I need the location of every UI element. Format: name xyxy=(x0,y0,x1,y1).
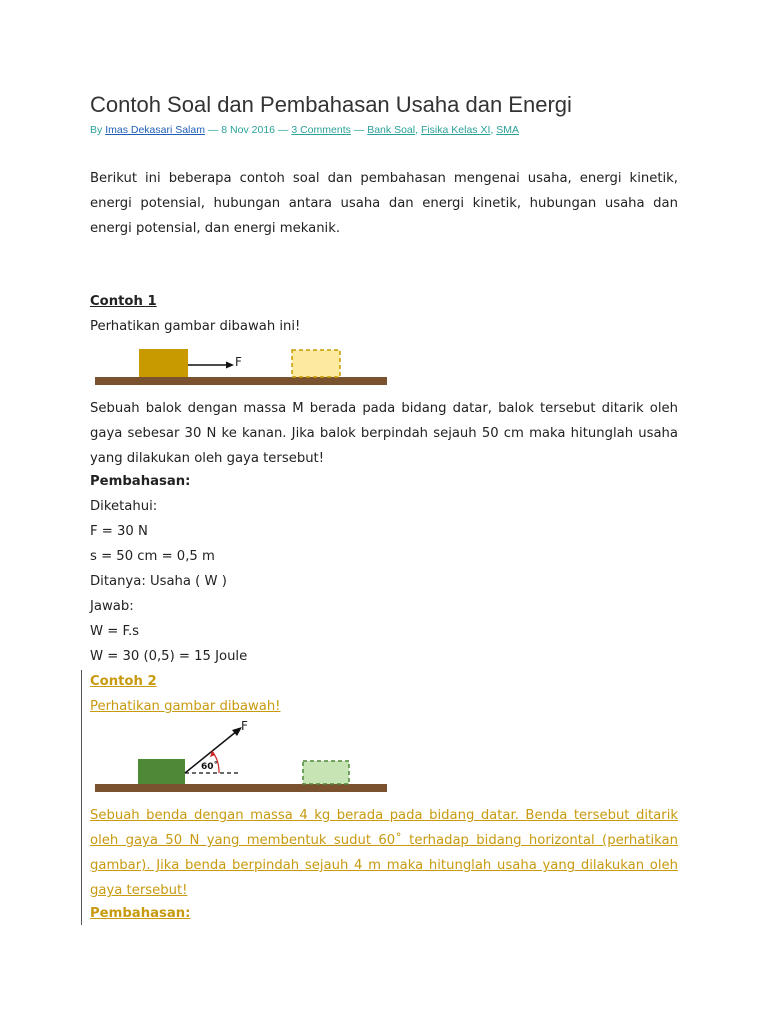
block-ghost xyxy=(292,350,340,377)
category-link-sma[interactable]: SMA xyxy=(496,124,519,136)
ground-surface xyxy=(95,377,387,385)
force-arrow-head xyxy=(226,362,234,369)
example2-problem[interactable]: Sebuah benda dengan massa 4 kg berada pada bidang datar. Benda tersebut ditarik oleh gaya 50 N yang membentuk sudut 60˚ terhadap bidang horizontal (perhatikan gambar). Jika benda berpindah sejauh 4 m maka hitunglah usaha yang dilakukan oleh gaya tersebut! xyxy=(90,808,678,898)
force-label: F xyxy=(241,719,248,733)
known-label: Diketahui: xyxy=(90,499,158,514)
post-meta: By Imas Dekasari Salam — 8 Nov 2016 — 3 Comments — Bank Soal, Fisika Kelas XI, SMA xyxy=(90,124,519,136)
force-value: F = 30 N xyxy=(90,524,148,539)
answer-label: Jawab: xyxy=(90,599,134,614)
blockquote-bar xyxy=(81,670,82,925)
example1-problem: Sebuah balok dengan massa M berada pada bidang datar, balok tersebut ditarik oleh gaya sebesar 30 N ke kanan. Jika balok berpindah sejauh 50 cm maka hitunglah usaha yang dilakukan oleh gaya tersebut! xyxy=(90,401,678,466)
meta-by: By xyxy=(90,124,103,136)
example2-heading[interactable]: Contoh 2 xyxy=(90,674,157,689)
result-line: W = 30 (0,5) = 15 Joule xyxy=(90,649,248,664)
intro-paragraph: Berikut ini beberapa contoh soal dan pembahasan mengenai usaha, energi kinetik, energi potensial, hubungan antara usaha dan energi kinetik, hubungan usaha dan energi potensial, dan energi mekanik. xyxy=(90,171,678,236)
category-link-fisika[interactable]: Fisika Kelas XI xyxy=(420,124,491,136)
example1-figure xyxy=(95,346,390,390)
asked-line: Ditanya: Usaha ( W ) xyxy=(90,574,227,589)
author-link[interactable]: Imas Dekasari Salam xyxy=(105,124,205,136)
example2-solution-heading[interactable]: Pembahasan: xyxy=(90,906,191,921)
example2-figure xyxy=(95,718,390,796)
comments-link[interactable]: 3 Comments xyxy=(291,124,351,136)
example1-heading: Contoh 1 xyxy=(90,294,157,309)
angle-label: 60˚ xyxy=(201,762,219,772)
block xyxy=(138,759,185,784)
category-link-bank-soal[interactable]: Bank Soal xyxy=(367,124,416,136)
example2-prompt[interactable]: Perhatikan gambar dibawah! xyxy=(90,699,281,714)
meta-date: — 8 Nov 2016 — xyxy=(204,124,292,136)
distance-value: s = 50 cm = 0,5 m xyxy=(90,549,215,564)
example1-prompt: Perhatikan gambar dibawah ini! xyxy=(90,319,301,334)
example1-solution-heading: Pembahasan: xyxy=(90,474,191,489)
block-ghost xyxy=(303,761,349,784)
page-title: Contoh Soal dan Pembahasan Usaha dan Energi xyxy=(90,92,572,117)
formula-line: W = F.s xyxy=(90,624,140,639)
block xyxy=(139,349,188,377)
ground-surface xyxy=(95,784,387,792)
meta-separator: — xyxy=(350,124,368,136)
force-label: F xyxy=(235,355,242,369)
